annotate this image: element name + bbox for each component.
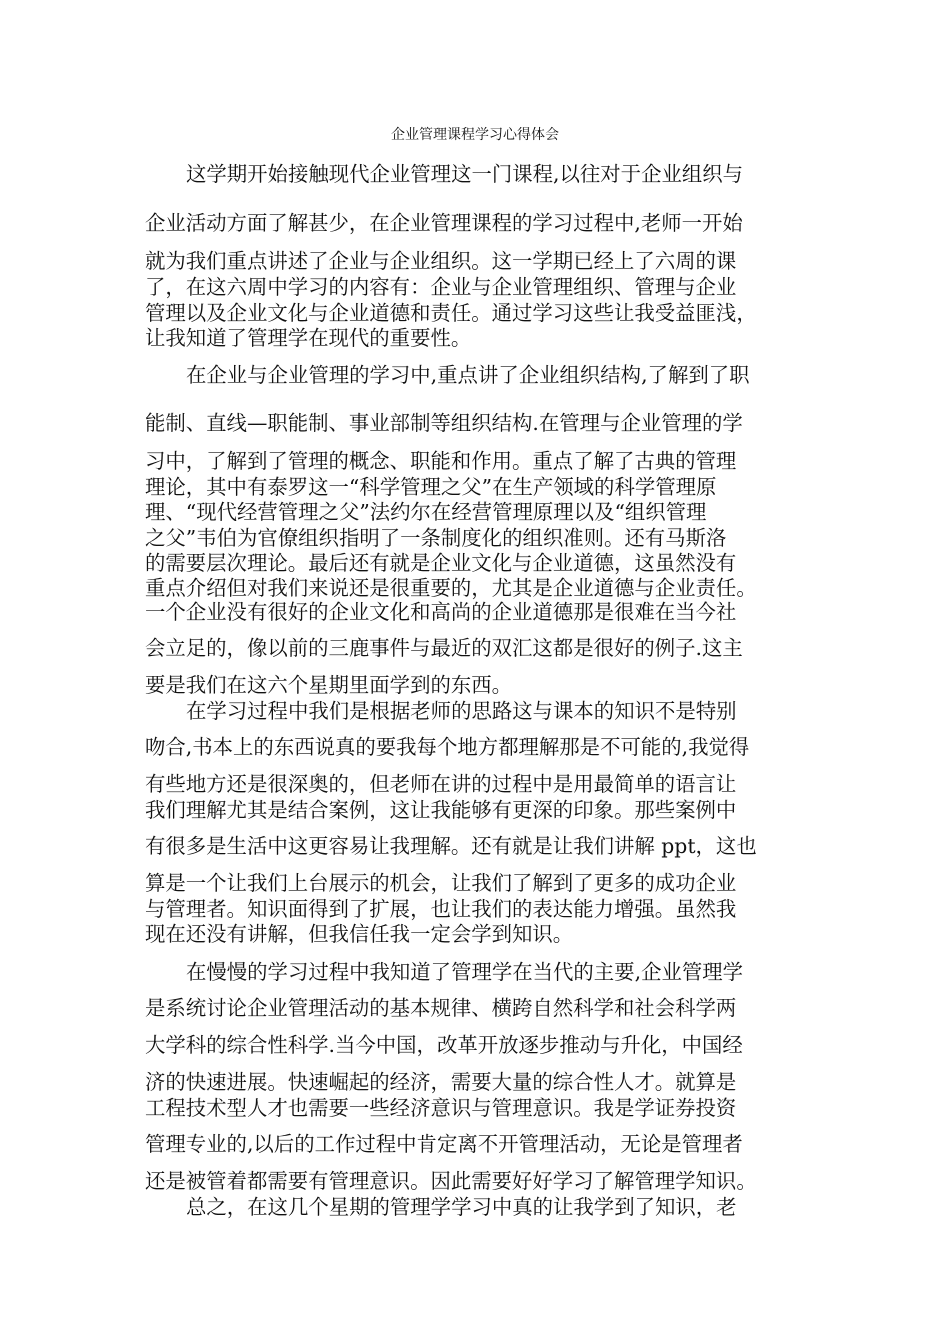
text-line-p2-7: 的需要层次理论。最后还有就是企业文化与企业道德，这虽然没有 <box>145 551 737 575</box>
text-line-p3-2: 吻合,书本上的东西说真的要我每个地方都理解那是不可能的,我觉得 <box>145 735 750 759</box>
text-line-p4-7: 还是被管着都需要有管理意识。因此需要好好学习了解管理学知识。 <box>145 1169 757 1193</box>
text-line-p4-6: 管理专业的,以后的工作过程中肯定离不开管理活动，无论是管理者 <box>145 1132 743 1156</box>
text-line-p4-2: 是系统讨论企业管理活动的基本规律、横跨自然科学和社会科学两 <box>145 996 737 1020</box>
text-line-p2-5: 理、“现代经营管理之父”法约尔在经营管理原理以及“组织管理 <box>145 500 707 524</box>
text-line-p2-4: 理论，其中有泰罗这一“科学管理之父”在生产领域的科学管理原 <box>145 475 717 499</box>
text-line-p4-5: 工程技术型人才也需要一些经济意识与管理意识。我是学证券投资 <box>145 1096 737 1120</box>
text-line-p4-4: 济的快速进展。快速崛起的经济，需要大量的综合性人才。就算是 <box>145 1070 737 1094</box>
text-line-p2-8: 重点介绍但对我们来说还是很重要的，尤其是企业道德与企业责任。 <box>145 576 757 600</box>
text-line-p3-3: 有些地方还是很深奥的，但老师在讲的过程中是用最简单的语言让 <box>145 772 737 796</box>
text-line-p3-6: 算是一个让我们上台展示的机会，让我们了解到了更多的成功企业 <box>145 871 737 895</box>
text-line-p5-1: 总之，在这几个星期的管理学学习中真的让我学到了知识，老 <box>186 1195 737 1219</box>
text-line-p1-1: 这学期开始接触现代企业管理这一门课程,以往对于企业组织与 <box>186 162 744 186</box>
text-line-p2-1: 在企业与企业管理的学习中,重点讲了企业组织结构,了解到了职 <box>186 363 750 387</box>
text-line-p3-1: 在学习过程中我们是根据老师的思路这与课本的知识不是特别 <box>186 699 737 723</box>
text-line-p2-10: 会立足的，像以前的三鹿事件与最近的双汇这都是很好的例子.这主 <box>145 636 743 660</box>
text-line-p3-4: 我们理解尤其是结合案例，这让我能够有更深的印象。那些案例中 <box>145 798 737 822</box>
text-line-p2-6: 之父”韦伯为官僚组织指明了一条制度化的组织准则。还有马斯洛 <box>145 526 727 550</box>
text-line-p1-5: 管理以及企业文化与企业道德和责任。通过学习这些让我受益匪浅， <box>145 301 757 325</box>
text-line-p4-1: 在慢慢的学习过程中我知道了管理学在当代的主要,企业管理学 <box>186 960 744 984</box>
text-line-p2-2: 能制、直线—职能制、事业部制等组织结构.在管理与企业管理的学 <box>145 411 743 435</box>
text-line-p2-11: 要是我们在这六个星期里面学到的东西。 <box>145 673 513 697</box>
text-line-p1-4: 了，在这六周中学习的内容有：企业与企业管理组织、管理与企业 <box>145 275 737 299</box>
text-line-p2-9: 一个企业没有很好的企业文化和高尚的企业道德那是很难在当今社 <box>145 600 737 624</box>
text-line-p3-7: 与管理者。知识面得到了扩展，也让我们的表达能力增强。虽然我 <box>145 897 737 921</box>
text-line-p1-6: 让我知道了管理学在现代的重要性。 <box>145 326 472 350</box>
text-line-p1-2: 企业活动方面了解甚少，在企业管理课程的学习过程中,老师一开始 <box>145 211 743 235</box>
text-line-p2-3: 习中，了解到了管理的概念、职能和作用。重点了解了古典的管理 <box>145 449 737 473</box>
text-line-p4-3: 大学科的综合性科学.当今中国，改革开放逐步推动与升化，中国经 <box>145 1033 743 1057</box>
text-line-p3-8: 现在还没有讲解，但我信任我一定会学到知识。 <box>145 922 574 946</box>
document-title: 企业管理课程学习心得体会 <box>391 127 559 143</box>
text-line-p3-5: 有很多是生活中这更容易让我理解。还有就是让我们讲解 ppt，这也 <box>145 834 757 858</box>
text-line-p1-3: 就为我们重点讲述了企业与企业组织。这一学期已经上了六周的课 <box>145 249 737 273</box>
